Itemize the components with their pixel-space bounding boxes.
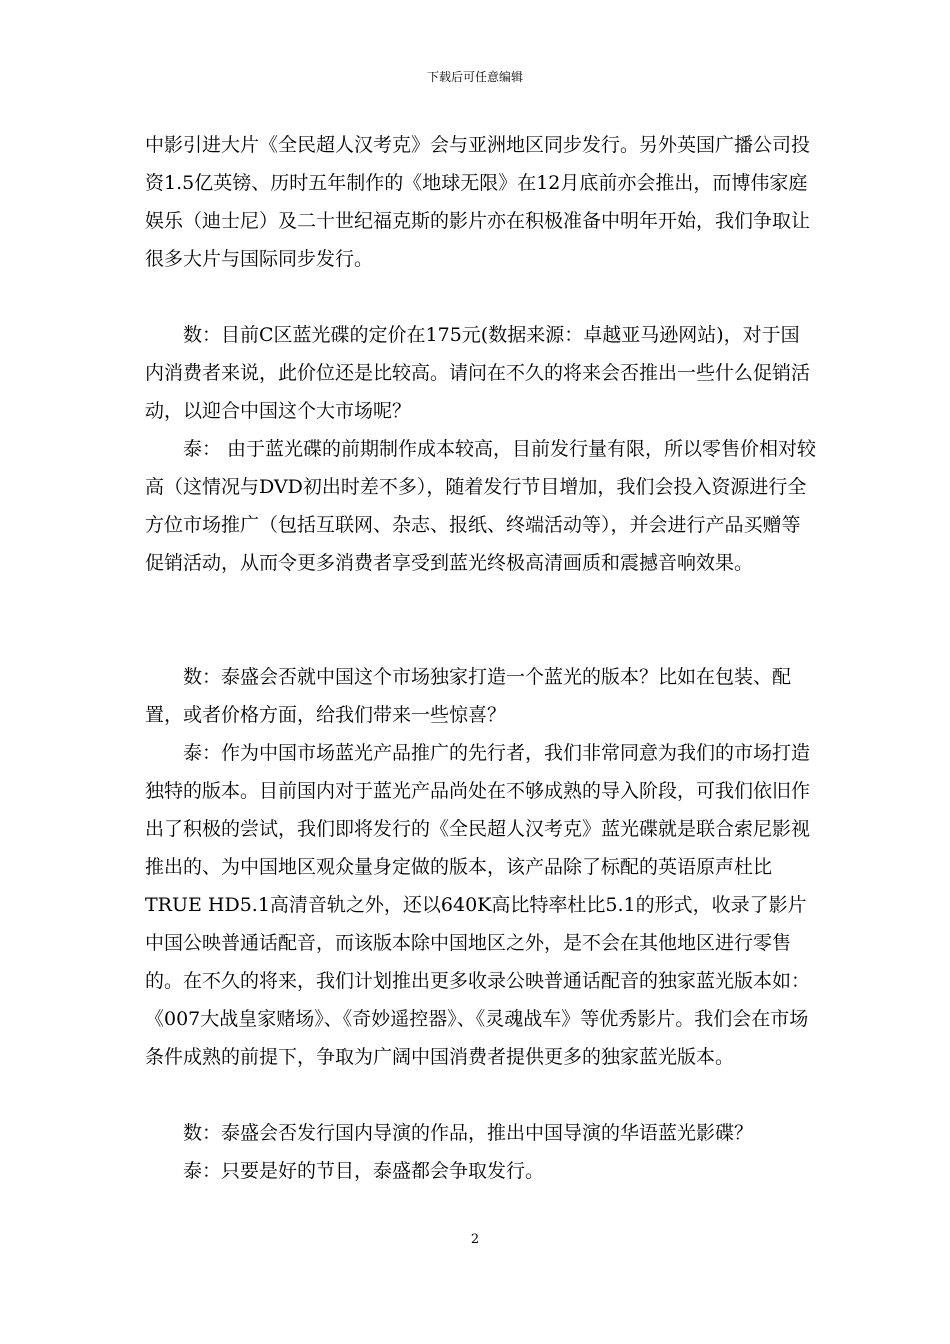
paragraph-spacer [145,1076,817,1114]
page-number: 2 [470,1232,480,1247]
page-header: 下载后可任意编辑 [426,70,523,84]
paragraph-question-edition: 数：泰盛会否就中国这个市场独家打造一个蓝光的版本？比如在包装、配置，或者价格方面，给我们带来一些惊喜？ [145,666,792,726]
paragraph-answer-edition: 泰：作为中国市场蓝光产品推广的先行者，我们非常同意为我们的市场打造独特的版本。目前国内对于蓝光产品尚处在不够成熟的导入阶段，可我们依旧作出了积极的尝试，我们即将发行的《全民超人汉考克》蓝光碟就是联合索尼影视推出的、为中国地区观众量身定做的版本，该产品除了标配的英语原声杜比TRUE HD5.1高清音轨之外，还以640K高比特率杜比5.1的形式，收录了影片中国公映普通话配音，而该版本除中国地区之外，是不会在其他地区进行零售的。在不久的将来，我们计划推出更多收录公映普通话配音的独家蓝光版本如：《007大战皇家赌场》、《奇妙遥控器》、《灵魂战车》等优秀影片。我们会在市场条件成熟的前提下，争取为广阔中国消费者提供更多的独家蓝光版本。 [145,742,811,1068]
document-body [145,126,817,1190]
paragraph-spacer [145,278,817,316]
paragraph-answer-price: 泰： 由于蓝光碟的前期制作成本较高，目前发行量有限，所以零售价相对较高（这情况与DVD初出时差不多），随着发行节目增加，我们会投入资源进行全方位市场推广（包括互联网、杂志、报纸、终端活动等），并会进行产品买赠等促销活动，从而令更多消费者享受到蓝光终极高清画质和震撼音响效果。 [145,438,817,574]
paragraph-answer-directors: 泰：只要是好的节目，泰盛都会争取发行。 [183,1160,545,1182]
paragraph-spacer [145,582,817,658]
paragraph-question-directors: 数：泰盛会否发行国内导演的作品，推出中国导演的华语蓝光影碟？ [183,1122,754,1144]
paragraph-question-price: 数：目前C区蓝光碟的定价在175元(数据来源：卓越亚马逊网站)，对于国内消费者来说，此价位还是比较高。请问在不久的将来会否推出一些什么促销活动，以迎合中国这个大市场呢？ [145,324,811,422]
paragraph-intro: 中影引进大片《全民超人汉考克》会与亚洲地区同步发行。另外英国广播公司投资1.5亿英镑、历时五年制作的《地球无限》在12月底前亦会推出，而博伟家庭娱乐（迪士尼）及二十世纪福克斯的影片亦在积极准备中明年开始，我们争取让很多大片与国际同步发行。 [145,134,811,270]
